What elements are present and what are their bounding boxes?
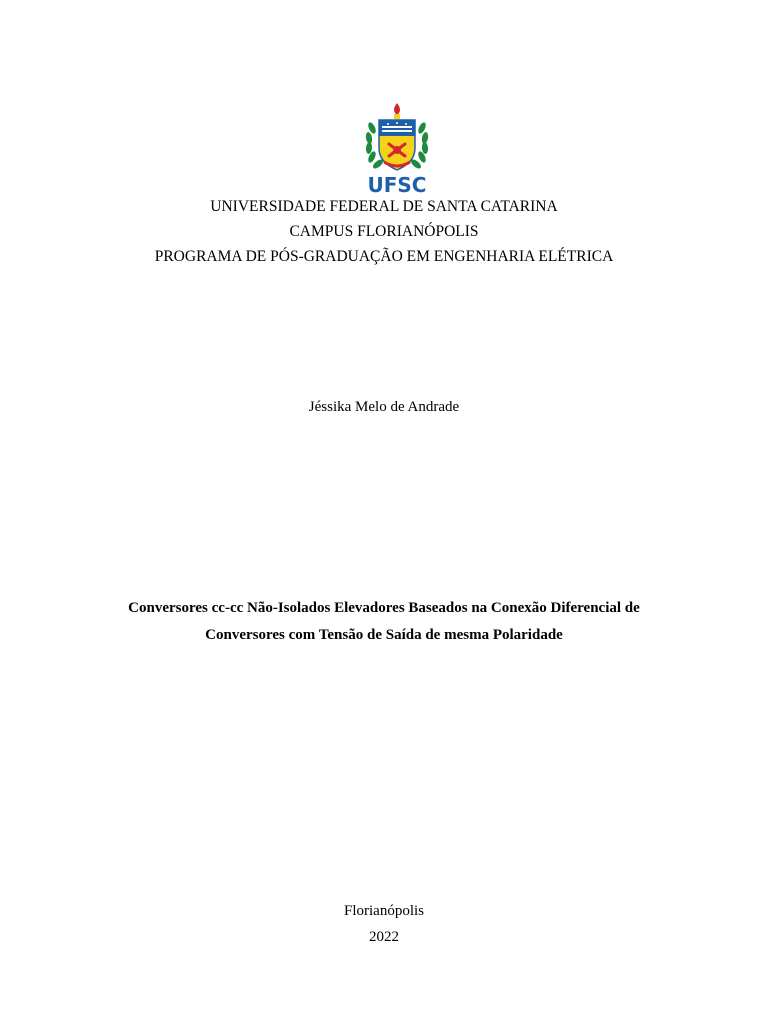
city: Florianópolis [343, 903, 424, 919]
year: 2022 [369, 929, 399, 945]
university-name: UNIVERSIDADE FEDERAL DE SANTA CATARINA [210, 198, 558, 215]
ufsc-logo [362, 100, 432, 196]
thesis-title-line-1: Conversores cc-cc Não-Isolados Elevadores Baseados na Conexão Diferencial de [128, 600, 640, 616]
torch-flame-icon [394, 103, 400, 115]
author-name: Jéssika Melo de Andrade [308, 399, 460, 415]
campus-name: CAMPUS FLORIANÓPOLIS [289, 223, 479, 240]
program-name: PROGRAMA DE PÓS-GRADUAÇÃO EM ENGENHARIA ELÉTRICA [154, 248, 614, 265]
logo-wordmark: UFSC [367, 173, 427, 196]
thesis-title-line-2: Conversores com Tensão de Saída de mesma Polaridade [205, 627, 563, 643]
